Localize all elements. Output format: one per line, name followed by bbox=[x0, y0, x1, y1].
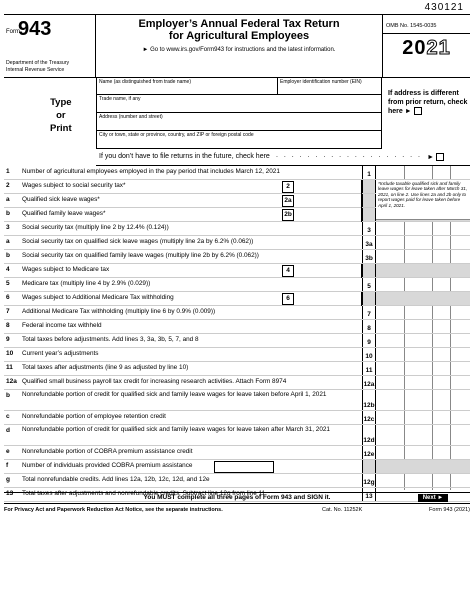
line-number: 8 bbox=[6, 322, 10, 329]
line-number: a bbox=[6, 196, 10, 203]
line-row bbox=[4, 222, 470, 236]
line-row bbox=[4, 306, 470, 320]
line-label: Qualified sick leave wages* bbox=[22, 196, 100, 203]
cobra-count-field[interactable] bbox=[214, 461, 274, 473]
sub-line-number: 2 bbox=[282, 181, 294, 193]
amount-field[interactable] bbox=[376, 236, 470, 249]
form-number: 943 bbox=[18, 18, 52, 40]
line-label: Wages subject to Medicare tax bbox=[22, 266, 110, 273]
line-label: Nonrefundable portion of credit for qualified sick and family leave wages for leave taken before April 1, 2021 bbox=[22, 391, 327, 398]
amount-field[interactable] bbox=[376, 250, 470, 263]
line-label: Total taxes after adjustments (line 9 as adjusted by line 10) bbox=[22, 364, 189, 371]
line-number: 9 bbox=[6, 336, 10, 343]
line-row bbox=[4, 334, 470, 348]
line-box-number bbox=[362, 292, 376, 305]
address-change-note: If address is different from prior return, check here ► bbox=[388, 90, 468, 115]
line-label: Social security tax (multiply line 2 by 12.4% (0.124)) bbox=[22, 224, 169, 231]
line-number: 12a bbox=[6, 378, 17, 385]
line-row bbox=[4, 264, 470, 278]
line-number: a bbox=[6, 238, 10, 245]
amount-field[interactable] bbox=[376, 425, 470, 445]
line-box-number: 1 bbox=[362, 166, 376, 179]
line-box-number bbox=[362, 264, 376, 277]
city-field[interactable]: City or town, state or province, country, and ZIP or foreign postal code bbox=[97, 131, 381, 149]
line-box-number: 12c bbox=[362, 411, 376, 424]
line-label: Additional Medicare Tax withholding (multiply line 6 by 0.9% (0.009)) bbox=[22, 308, 216, 315]
amount-field[interactable] bbox=[376, 306, 470, 319]
line-box-number bbox=[362, 180, 376, 193]
line-number: c bbox=[6, 413, 10, 420]
line-label: Number of individuals provided COBRA premium assistance bbox=[22, 462, 193, 469]
line-box-number: 12g bbox=[362, 474, 376, 487]
omb-block bbox=[382, 15, 470, 77]
name-field[interactable]: Name (as distinguished from trade name) Employer identification number (EIN) bbox=[97, 78, 381, 95]
no-future-returns-row: If you don’t have to file returns in the future, check here . . . . . . . . . . . . . . . . . . . ► bbox=[96, 149, 470, 166]
line-box-number: 3 bbox=[362, 222, 376, 235]
line-label: Nonrefundable portion of credit for qualified sick and family leave wages for leave taken after March 31, 2021 bbox=[22, 426, 330, 433]
line-number: d bbox=[6, 427, 10, 434]
next-button[interactable]: Next ► bbox=[418, 494, 448, 502]
amount-field[interactable] bbox=[376, 278, 470, 291]
line-box-number: 3a bbox=[362, 236, 376, 249]
form-title: Employer’s Annual Federal Tax Return bbox=[138, 18, 340, 30]
amount-field[interactable] bbox=[376, 411, 470, 424]
amount-field[interactable] bbox=[376, 474, 470, 487]
line-label: Wages subject to Additional Medicare Tax withholding bbox=[22, 294, 174, 301]
sub-line-number: 2b bbox=[282, 209, 294, 221]
line-number: 4 bbox=[6, 266, 10, 273]
line-number: f bbox=[6, 462, 9, 469]
amount-field[interactable] bbox=[376, 166, 470, 179]
line-label: Nonrefundable portion of employee retention credit bbox=[22, 413, 166, 420]
sick-leave-note: *Include taxable qualified sick and family leave wages for leave taken after March 31, 2021, on line 2. Use lines 2a and 2b only to report wages paid for leave taken before April 1, 2021. bbox=[376, 180, 470, 220]
line-number: 11 bbox=[6, 364, 13, 371]
line-label: Wages subject to social security tax* bbox=[22, 182, 126, 189]
amount-field[interactable] bbox=[376, 376, 470, 389]
wages-field[interactable] bbox=[296, 194, 362, 208]
amount-field[interactable] bbox=[376, 222, 470, 235]
amount-field[interactable] bbox=[376, 348, 470, 361]
tax-year: 2021 bbox=[402, 37, 451, 59]
line-box-number bbox=[362, 208, 376, 221]
amount-field[interactable] bbox=[376, 334, 470, 347]
form-subtitle: for Agricultural Employees bbox=[168, 30, 310, 42]
line-label: Current year’s adjustments bbox=[22, 350, 99, 357]
no-future-returns-checkbox[interactable] bbox=[436, 153, 444, 161]
line-box-number: 11 bbox=[362, 362, 376, 375]
instructions-link[interactable]: ► Go to www.irs.gov/Form943 for instructions and the latest information. bbox=[142, 47, 336, 53]
line-row bbox=[4, 348, 470, 362]
line-box-number: 5 bbox=[362, 278, 376, 291]
type-or-print-label: Type or Print bbox=[50, 97, 72, 134]
line-box-number: 10 bbox=[362, 348, 376, 361]
line-number: 3 bbox=[6, 224, 10, 231]
line-row bbox=[4, 460, 470, 474]
line-label: Social security tax on qualified family leave wages (multiply line 2b by 6.2% (0.062)) bbox=[22, 252, 259, 259]
ein-field[interactable]: Employer identification number (EIN) bbox=[277, 78, 381, 95]
footer bbox=[4, 507, 470, 517]
line-label: Qualified family leave wages* bbox=[22, 210, 106, 217]
line-label: Total nonrefundable credits. Add lines 12a, 12b, 12c, 12d, and 12e bbox=[22, 476, 210, 483]
line-box-number: 7 bbox=[362, 306, 376, 319]
amount-field[interactable] bbox=[376, 362, 470, 375]
line-row bbox=[4, 362, 470, 376]
line-row bbox=[4, 278, 470, 292]
line-number: 5 bbox=[6, 280, 10, 287]
form-header bbox=[4, 14, 470, 78]
line-label: Medicare tax (multiply line 4 by 2.9% (0.029)) bbox=[22, 280, 151, 287]
line-box-number: 12d bbox=[362, 425, 376, 445]
amount-field[interactable] bbox=[376, 320, 470, 333]
line-row bbox=[4, 376, 470, 390]
sub-line-number: 2a bbox=[282, 195, 294, 207]
form-reference: Form 943 (2021) bbox=[429, 507, 470, 513]
line-box-number: 12b bbox=[362, 390, 376, 410]
line-number: 7 bbox=[6, 308, 10, 315]
line-row bbox=[4, 292, 470, 306]
line-box-number: 13 bbox=[362, 488, 376, 501]
line-label: Total taxes before adjustments. Add lines 3, 3a, 3b, 5, 7, and 8 bbox=[22, 336, 199, 343]
line-row bbox=[4, 320, 470, 334]
line-number: 10 bbox=[6, 350, 14, 357]
wages-field[interactable] bbox=[296, 264, 362, 278]
line-row bbox=[4, 236, 470, 250]
wages-field[interactable] bbox=[296, 292, 362, 306]
line-label: Federal income tax withheld bbox=[22, 322, 102, 329]
identification-fields bbox=[96, 78, 382, 149]
line-box-number: 12a bbox=[362, 376, 376, 389]
amount-field[interactable] bbox=[376, 446, 470, 459]
line-box-number: 12e bbox=[362, 446, 376, 459]
line-label: Qualified small business payroll tax credit for increasing research activities. Attach Form 8974 bbox=[22, 378, 287, 385]
line-box-number bbox=[362, 194, 376, 207]
line-row bbox=[4, 166, 470, 180]
line-number: 1 bbox=[6, 168, 10, 175]
amount-field[interactable] bbox=[376, 390, 470, 410]
line-number: 13 bbox=[6, 490, 14, 497]
address-field[interactable]: Address (number and street) bbox=[97, 113, 381, 131]
line-row bbox=[4, 411, 470, 425]
department: Department of the Treasury Internal Revenue Service bbox=[6, 60, 70, 73]
catalog-number: Cat. No. 11252K bbox=[322, 507, 363, 513]
line-box-number: 3b bbox=[362, 250, 376, 263]
line-number: e bbox=[6, 448, 10, 455]
line-row bbox=[4, 474, 470, 488]
line-label: Number of agricultural employees employed in the pay period that includes March 12, 2021 bbox=[22, 168, 280, 175]
line-row bbox=[4, 446, 470, 460]
identification-block bbox=[4, 78, 470, 166]
line-number: b bbox=[6, 392, 10, 399]
amount-field bbox=[376, 460, 470, 473]
line-number: b bbox=[6, 210, 10, 217]
line-number: 2 bbox=[6, 182, 10, 189]
wages-field[interactable] bbox=[296, 208, 362, 222]
omb-number: OMB No. 1545-0035 bbox=[386, 23, 437, 29]
amount-field bbox=[376, 264, 470, 277]
trade-name-field[interactable]: Trade name, if any bbox=[97, 95, 381, 113]
sign-banner: You MUST complete all three pages of Form 943 and SIGN it. Next ► bbox=[4, 492, 470, 504]
line-row bbox=[4, 250, 470, 264]
line-row bbox=[4, 390, 470, 411]
line-box-number bbox=[362, 460, 376, 473]
sub-line-number: 6 bbox=[282, 293, 294, 305]
line-number: b bbox=[6, 252, 10, 259]
form-title-block bbox=[96, 15, 382, 77]
wages-field[interactable] bbox=[296, 180, 362, 194]
line-number: 6 bbox=[6, 294, 10, 301]
line-box-number: 8 bbox=[362, 320, 376, 333]
line-label: Social security tax on qualified sick leave wages (multiply line 2a by 6.2% (0.062)) bbox=[22, 238, 254, 245]
line-number: g bbox=[6, 476, 10, 483]
line-label: Nonrefundable portion of COBRA premium assistance credit bbox=[22, 448, 193, 455]
document-id: 430121 bbox=[424, 2, 464, 13]
privacy-notice: For Privacy Act and Paperwork Reduction Act Notice, see the separate instructions. bbox=[4, 507, 223, 513]
line-label: Total taxes after adjustments and nonrefundable credits. Subtract line 12g from line 11 bbox=[22, 490, 266, 497]
line-row bbox=[4, 425, 470, 446]
amount-field bbox=[376, 292, 470, 305]
form-word: Form bbox=[6, 29, 20, 35]
address-change-checkbox[interactable] bbox=[414, 107, 422, 115]
form-id-block bbox=[4, 15, 96, 77]
sub-line-number: 4 bbox=[282, 265, 294, 277]
line-box-number: 9 bbox=[362, 334, 376, 347]
